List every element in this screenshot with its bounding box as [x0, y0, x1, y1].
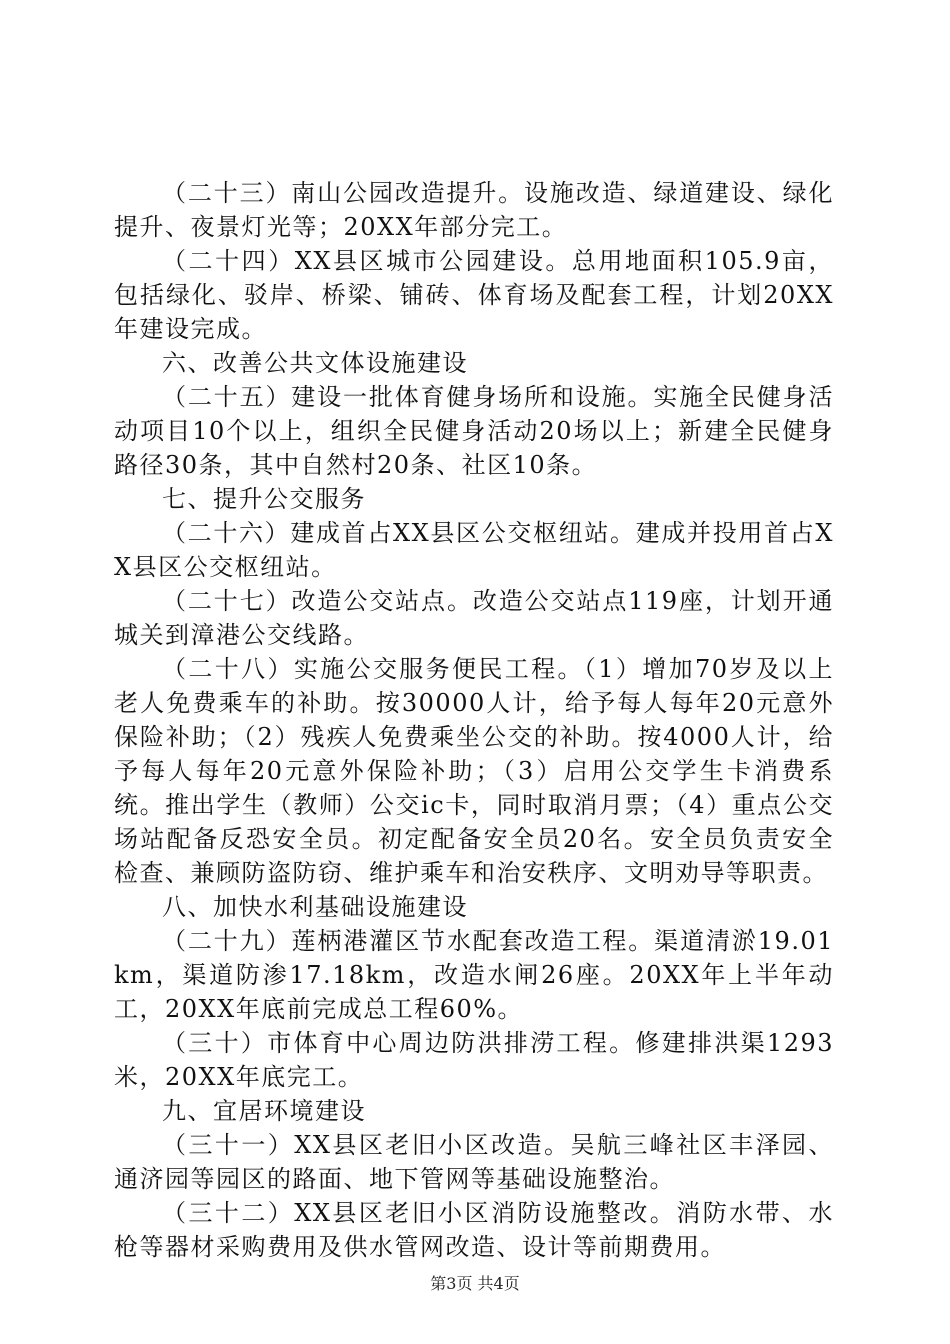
- paragraph-item-30: （三十）市体育中心周边防洪排涝工程。修建排洪渠1293米，20XX年底完工。: [114, 1029, 834, 1091]
- paragraph-item-28: （二十八）实施公交服务便民工程。（1）增加70岁及以上老人免费乘车的补助。按30000人计，给予每人每年20元意外保险补助；（2）残疾人免费乘坐公交的补助。按4000人计，给予每人每年20元意外保险补助；（3）启用公交学生卡消费系统。推出学生（教师）公交ic卡，同时取消月票；（4）重点公交场站配备反恐安全员。初定配备安全员20名。安全员负责安全检查、兼顾防盗防窃、维护乘车和治安秩序、文明劝导等职责。: [114, 655, 834, 887]
- section-heading-9: 九、宜居环境建设: [162, 1097, 366, 1125]
- section-heading-8: 八、加快水利基础设施建设: [162, 893, 468, 921]
- paragraph-item-24: （二十四）XX县区城市公园建设。总用地面积105.9亩，包括绿化、驳岸、桥梁、铺砖、体育场及配套工程，计划20XX年建设完成。: [114, 247, 834, 343]
- paragraph-item-31: （三十一）XX县区老旧小区改造。吴航三峰社区丰泽园、通济园等园区的路面、地下管网等基础设施整治。: [114, 1131, 834, 1193]
- paragraph-item-25: （二十五）建设一批体育健身场所和设施。实施全民健身活动项目10个以上，组织全民健身活动20场以上；新建全民健身路径30条，其中自然村20条、社区10条。: [114, 383, 834, 479]
- paragraph-item-32: （三十二）XX县区老旧小区消防设施整改。消防水带、水枪等器材采购费用及供水管网改造、设计等前期费用。: [114, 1199, 834, 1261]
- page-footer: 第3页 共4页: [430, 1274, 520, 1293]
- paragraph-item-26: （二十六）建成首占XX县区公交枢纽站。建成并投用首占XX县区公交枢纽站。: [114, 519, 834, 581]
- section-heading-6: 六、改善公共文体设施建设: [162, 349, 468, 377]
- section-heading-7: 七、提升公交服务: [162, 485, 366, 513]
- paragraph-item-27: （二十七）改造公交站点。改造公交站点119座，计划开通城关到漳港公交线路。: [114, 587, 834, 649]
- paragraph-item-29: （二十九）莲柄港灌区节水配套改造工程。渠道清淤19.01km，渠道防渗17.18km，改造水闸26座。20XX年上半年动工，20XX年底前完成总工程60%。: [114, 927, 834, 1023]
- document-body: [114, 176, 834, 1264]
- paragraph-item-23: （二十三）南山公园改造提升。设施改造、绿道建设、绿化提升、夜景灯光等；20XX年部分完工。: [114, 179, 834, 241]
